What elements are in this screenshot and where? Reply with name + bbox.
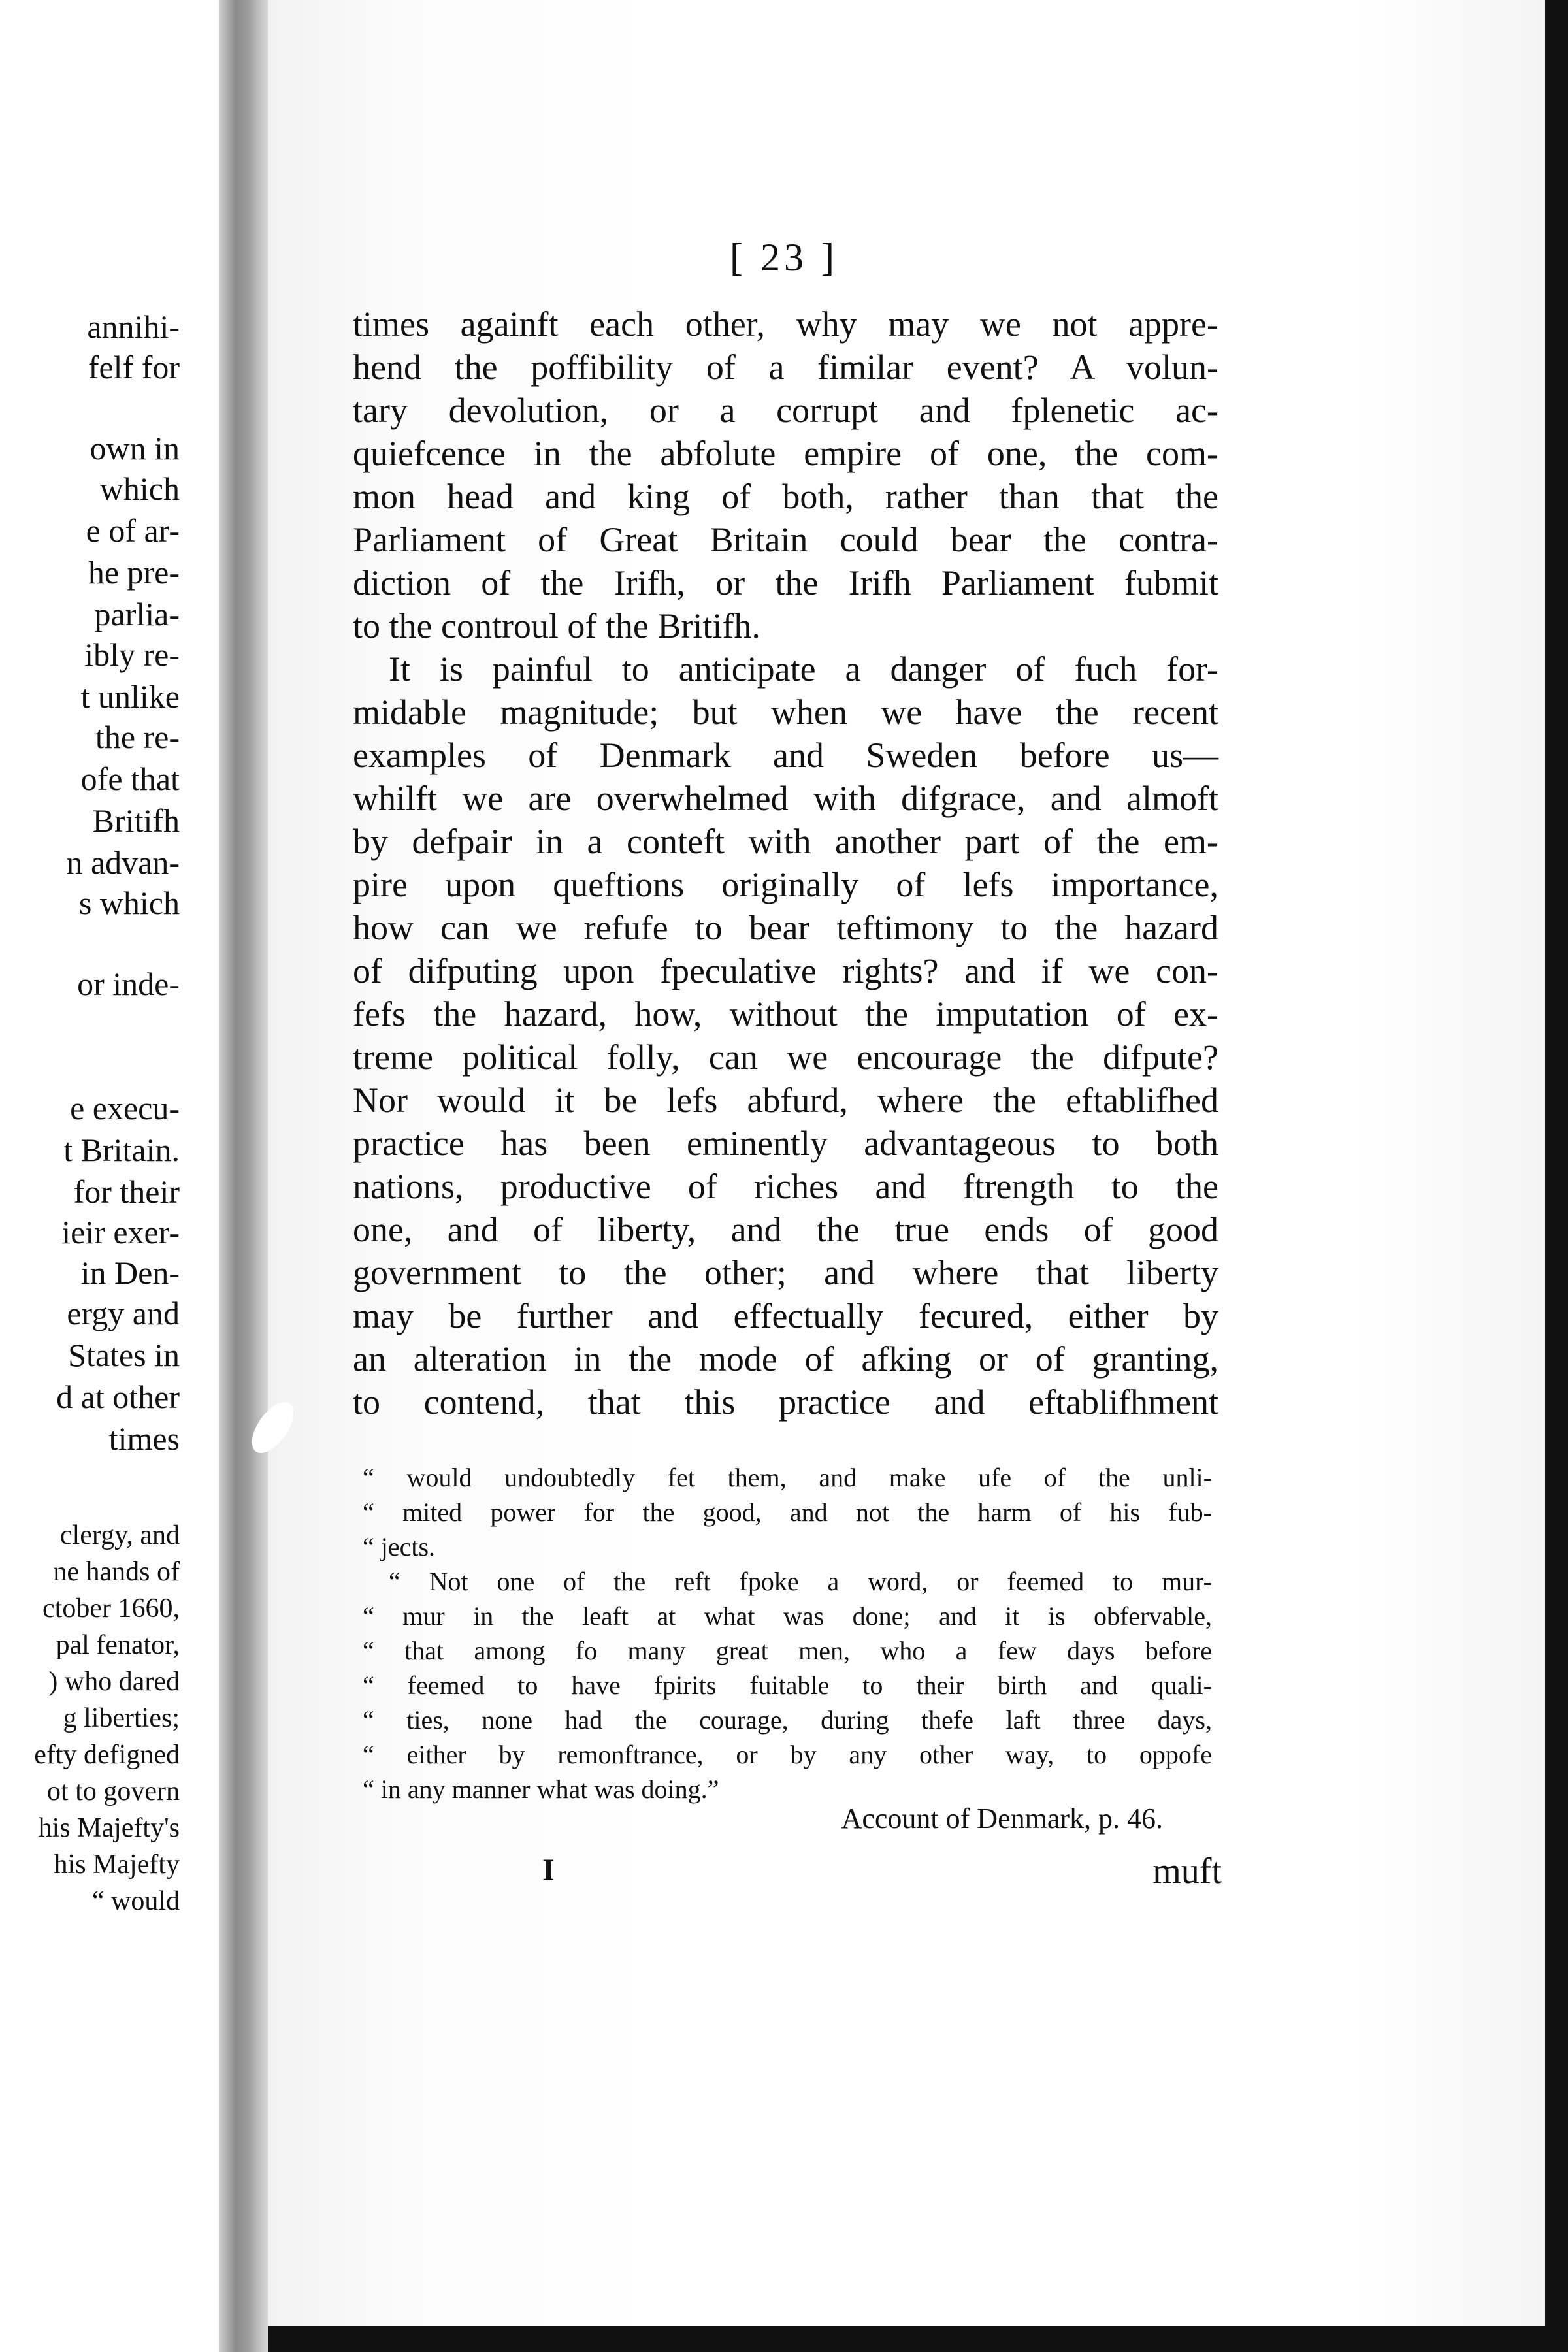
body-line: one, and of liberty, and the true ends of good: [353, 1210, 1218, 1249]
facing-page-line: he pre-: [88, 554, 180, 591]
body-line: hend the poffibility of a fimilar event? A volun-: [353, 348, 1218, 387]
facing-page-note-line: “ would: [91, 1886, 180, 1916]
facing-page-line: annihi-: [87, 308, 180, 345]
body-line: Parliament of Great Britain could bear the contra-: [353, 520, 1218, 559]
scan-border-bottom: [268, 2326, 1568, 2352]
facing-page-line: t unlike: [80, 678, 180, 715]
footnote-line: “ either by remonftrance, or by any other way, to oppofe: [363, 1740, 1212, 1769]
facing-page-line: times: [108, 1420, 180, 1457]
catchword: muft: [1152, 1851, 1222, 1891]
footnote-line: “ Not one of the reft fpoke a word, or feemed to mur-: [389, 1567, 1212, 1596]
facing-page-note-line: g liberties;: [63, 1703, 180, 1733]
facing-page-note-line: ctober 1660,: [42, 1593, 180, 1624]
body-line: It is painful to anticipate a danger of fuch for-: [389, 649, 1218, 689]
footnote-line: “ mur in the leaft at what was done; and it is obfervable,: [363, 1601, 1212, 1631]
facing-page-line: t Britain.: [63, 1132, 180, 1168]
scan-border-right: [1545, 0, 1568, 2352]
body-line: fefs the hazard, how, without the imputation of ex-: [353, 994, 1218, 1034]
facing-page-note-line: his Majefty's: [38, 1813, 180, 1843]
facing-page-line: parlia-: [94, 596, 180, 632]
facing-page-note-line: efty defigned: [34, 1740, 180, 1770]
footnote-line: “ mited power for the good, and not the harm of his fub-: [363, 1497, 1212, 1527]
body-line: of difputing upon fpeculative rights? and if we con-: [353, 951, 1218, 990]
body-text: [353, 302, 1218, 1424]
footnote-line: “ ties, none had the courage, during thefe laft three days,: [363, 1705, 1212, 1735]
book-gutter: [219, 0, 268, 2352]
facing-page-line: s which: [78, 885, 180, 921]
body-line: midable magnitude; but when we have the recent: [353, 693, 1218, 732]
page-number: [ 23 ]: [730, 236, 838, 279]
body-line: examples of Denmark and Sweden before us—: [353, 736, 1218, 775]
facing-page-line: d at other: [56, 1379, 180, 1415]
facing-page-note-line: his Majefty: [54, 1850, 180, 1880]
facing-page-line: felf for: [88, 349, 180, 385]
facing-page-line: or inde-: [77, 966, 180, 1002]
body-line: an alteration in the mode of afking or of granting,: [353, 1339, 1218, 1379]
facing-page-line: States in: [68, 1337, 180, 1373]
facing-page-line: ieir exer-: [61, 1214, 180, 1250]
signature-mark: I: [542, 1853, 555, 1887]
body-line: to contend, that this practice and eftablifhment: [353, 1382, 1218, 1422]
facing-page-note-line: pal fenator,: [56, 1630, 180, 1660]
footnote: [363, 1460, 1212, 1806]
body-line: nations, productive of riches and ftrength to the: [353, 1167, 1218, 1206]
facing-page-line: e of ar-: [86, 512, 180, 549]
facing-page-line: Britifh: [92, 802, 180, 839]
facing-page-line: the re-: [95, 719, 180, 755]
body-line: pire upon queftions originally of lefs importance,: [353, 865, 1218, 904]
body-line: times againft each other, why may we not appre-: [353, 304, 1218, 344]
body-line: tary devolution, or a corrupt and fplenetic ac-: [353, 391, 1218, 430]
facing-page-line: n advan-: [66, 844, 180, 881]
footnote-line: “ jects.: [363, 1532, 436, 1561]
body-line: whilft we are overwhelmed with difgrace, and almoft: [353, 779, 1218, 818]
footnote-line: “ would undoubtedly fet them, and make ufe of the unli-: [363, 1463, 1212, 1492]
facing-page-line: e execu-: [70, 1090, 180, 1126]
body-line: diction of the Irifh, or the Irifh Parliament fubmit: [353, 563, 1218, 602]
body-line: mon head and king of both, rather than that the: [353, 477, 1218, 516]
facing-page-line: which: [99, 470, 180, 507]
footnote-line: “ feemed to have fpirits fuitable to their birth and quali-: [363, 1671, 1212, 1700]
body-line: how can we refufe to bear teftimony to the hazard: [353, 908, 1218, 947]
facing-page-line: ibly re-: [84, 636, 180, 673]
facing-page-line: for their: [73, 1173, 180, 1210]
body-line: quiefcence in the abfolute empire of one, the com-: [353, 434, 1218, 473]
footnote-line: “ that among fo many great men, who a few days before: [363, 1636, 1212, 1665]
facing-page-line: ergy and: [67, 1295, 180, 1331]
footnote-line: “ in any manner what was doing.”: [363, 1774, 719, 1804]
body-line: government to the other; and where that liberty: [353, 1253, 1218, 1292]
facing-page-note-line: clergy, and: [59, 1520, 180, 1550]
facing-page-note-line: ot to govern: [47, 1776, 180, 1806]
body-line: by defpair in a conteft with another part of the em-: [353, 822, 1218, 861]
body-line: practice has been eminently advantageous to both: [353, 1124, 1218, 1163]
facing-page-note-line: ) who dared: [48, 1667, 180, 1697]
body-line: treme political folly, can we encourage the difpute?: [353, 1037, 1218, 1077]
facing-page-line: own in: [90, 430, 180, 466]
facing-page-note-line: ne hands of: [53, 1557, 180, 1587]
footnote-citation: Account of Denmark, p. 46.: [841, 1803, 1163, 1835]
facing-page-line: in Den-: [80, 1254, 180, 1291]
body-line: to the controul of the Britifh.: [353, 606, 760, 645]
body-line: Nor would it be lefs abfurd, where the eftablifhed: [353, 1081, 1218, 1120]
facing-page: [0, 0, 219, 2352]
facing-page-line: ofe that: [80, 760, 180, 797]
body-line: may be further and effectually fecured, either by: [353, 1296, 1218, 1335]
